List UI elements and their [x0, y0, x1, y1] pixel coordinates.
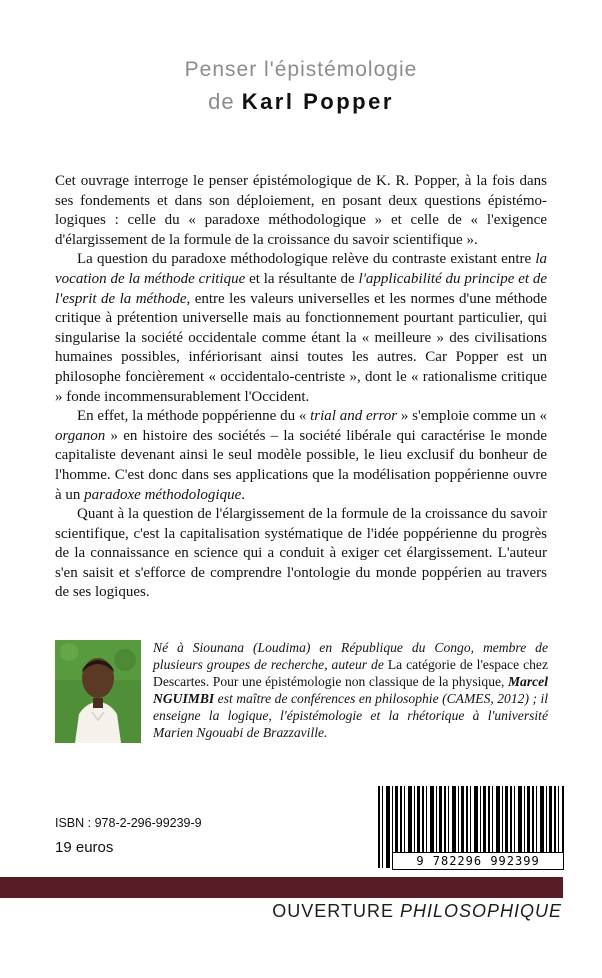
synopsis-paragraph-2: La question du paradoxe méthodologique relève du contraste existant entre la vocation de la méthode critique et la résultante de l'applicabilité du principe et de l'esprit de la méthode, entre les valeurs universelles et les normes d'une méthode critique à prétention universelle mais au fonctionnement pourtant particulier, qui singularise la société occidentale comme étant la « meilleure » des civilisations humaines possibles, infériorisant ainsi toutes les autres. Car Popper est un philosophe foncièrement « occidentalo-centriste », dont le « rationalisme critique » fonde incommensurablement l'Occident. — [55, 251, 548, 405]
series-title-word2: PHILOSOPHIQUE — [399, 901, 562, 921]
isbn-label: ISBN : 978-2-296-99239-9 — [55, 816, 202, 830]
author-bio-text: Né à Siounana (Loudima) en République du Congo, membre de plusieurs groupes de recherche, auteur de La catégorie de l'espace chez Descartes. Pour une épistémologie non classique de la physique, Marcel NGUIMBI est maître de conférences en philosophie (CAMES, 2012) ; il enseigne la logique, l'épistémologie et la rhétorique à l'université Marien Ngouabi de Brazzaville. — [153, 640, 548, 740]
author-bio-block — [55, 640, 548, 743]
author-photo-illustration — [55, 640, 141, 743]
isbn-block — [55, 816, 202, 856]
author-name-title: Karl Popper — [241, 89, 394, 114]
book-title-line2 — [0, 89, 602, 115]
synopsis-block — [55, 172, 547, 603]
series-title — [272, 901, 562, 922]
barcode — [378, 786, 564, 868]
synopsis-paragraph-3: En effet, la méthode poppérienne du « trial and error » s'emploie comme un « organon » en histoire des sociétés – la société libérale qui caractérise le monde capitaliste devenant ainsi le seul modèle possible, le lieu exclusif du bonheur de l'homme. C'est donc dans ses applications que la modélisation poppérienne ouvre à un paradoxe méthodologique. — [55, 408, 547, 503]
synopsis-paragraph-4: Quant à la question de l'élargissement de la formule de la croissance du savoir scientifique, c'est la capitalisation systématique de l'idée poppérienne du progrès de la connaissance en science qui a conduit à exiger cet élargissement. L'auteur s'en saisit et s'efforce de comprendre l'ontologie du monde poppérien au travers de ses logiques. — [55, 506, 547, 601]
price-label: 19 euros — [55, 839, 114, 856]
series-band — [0, 877, 563, 898]
barcode-number: 9 782296 992399 — [392, 852, 564, 870]
title-prefix: de — [208, 89, 242, 114]
book-title-line1: Penser l'épistémologie — [184, 58, 418, 81]
synopsis-paragraph-1: Cet ouvrage interroge le penser épistémologique de K. R. Popper, à la fois dans ses fondements et dans son déploiement, en posant deux questions épistémo-logiques : celle du « paradoxe méthodologique » et celle de « l'exigence d'élargissement de la formule de la croissance du savoir scientifique ». — [55, 173, 547, 248]
author-photo — [55, 640, 141, 743]
series-title-word1: OUVERTURE — [272, 901, 400, 921]
title-block — [0, 58, 602, 115]
